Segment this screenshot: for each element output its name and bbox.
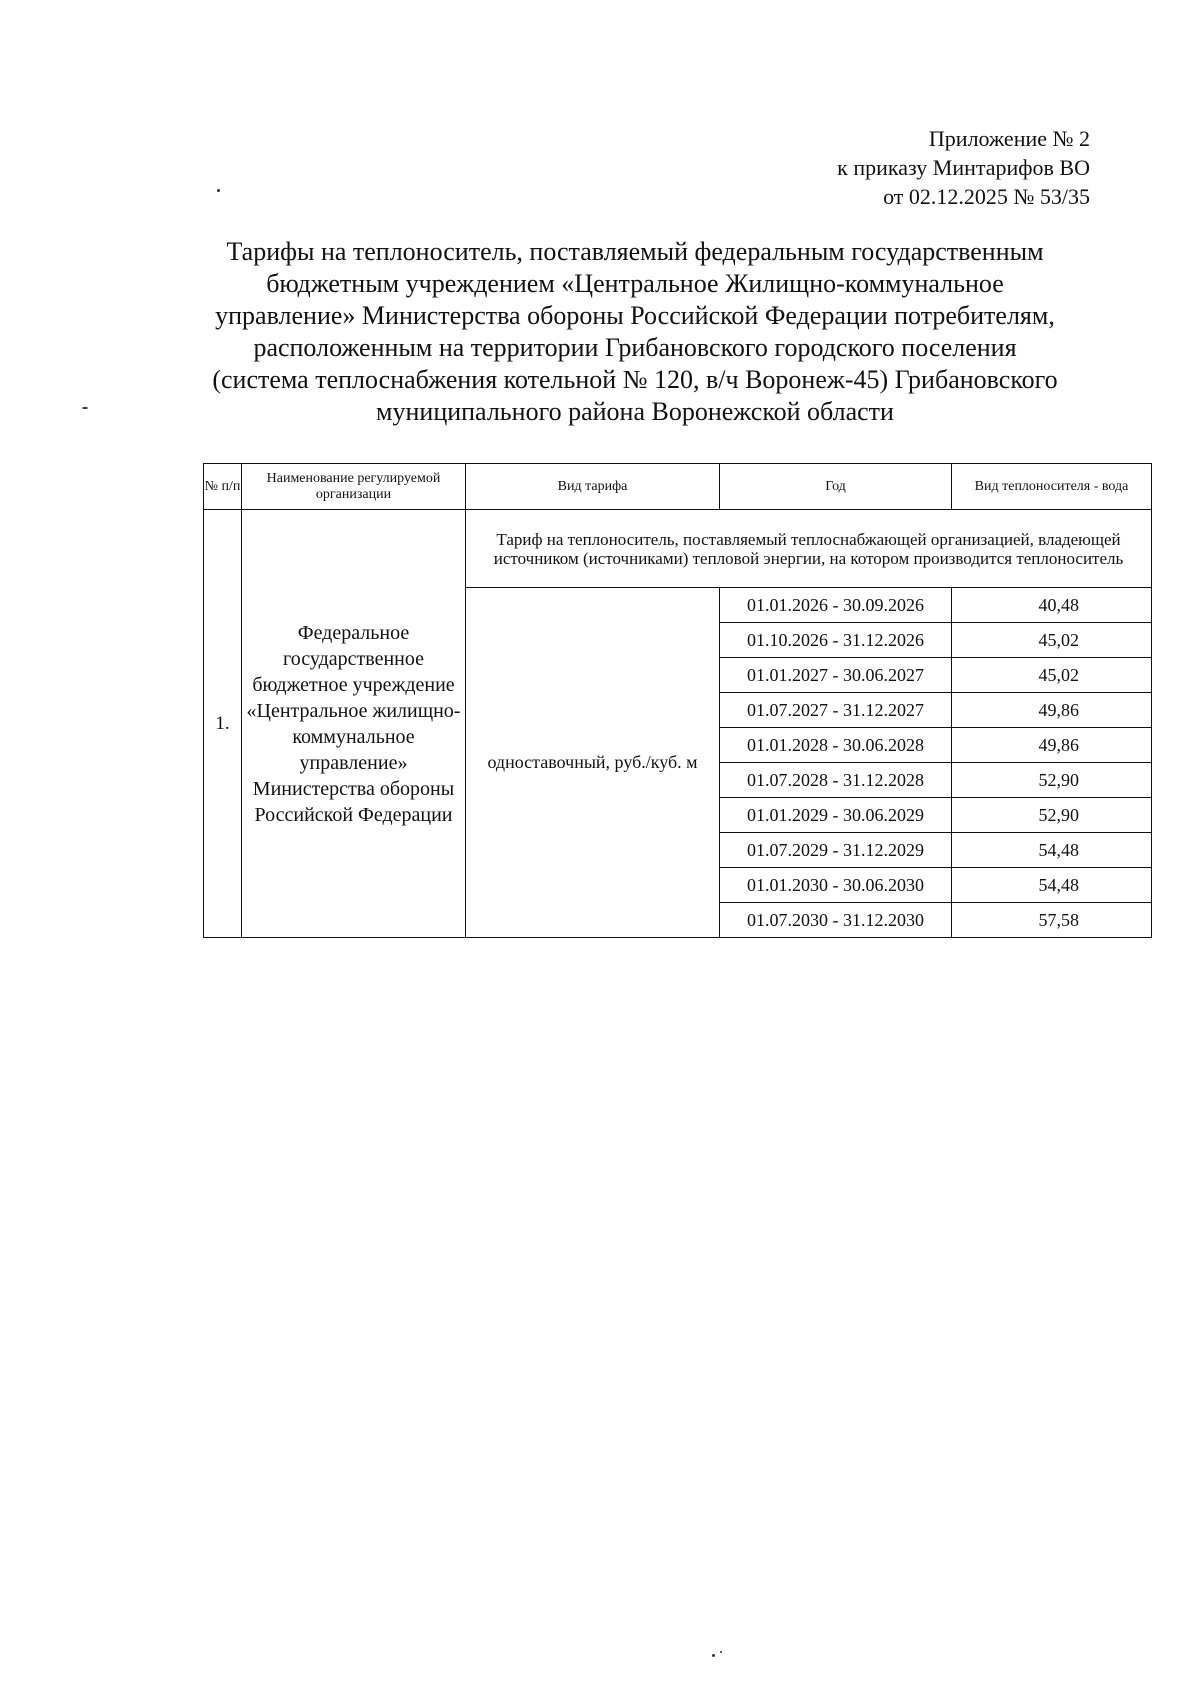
appendix-reference: [837, 124, 1090, 211]
column-header-year: Год: [720, 464, 952, 510]
tariff-value: 40,48: [952, 588, 1152, 623]
period-cell: 01.01.2030 - 30.06.2030: [720, 868, 952, 903]
title-line: муниципального района Воронежской области: [376, 397, 894, 426]
period-cell: 01.01.2029 - 30.06.2029: [720, 798, 952, 833]
period-cell: 01.01.2026 - 30.09.2026: [720, 588, 952, 623]
tariff-value: 54,48: [952, 868, 1152, 903]
title-line: управление» Министерства обороны Российской Федерации потребителям,: [215, 301, 1055, 330]
row-number: 1.: [204, 510, 242, 938]
period-cell: 01.01.2027 - 30.06.2027: [720, 658, 952, 693]
tariff-type: одноставочный, руб./куб. м: [466, 588, 720, 938]
period-cell: 01.07.2027 - 31.12.2027: [720, 693, 952, 728]
scan-speck: [712, 1654, 715, 1657]
column-header-organization: Наименование регулируемой организации: [242, 464, 466, 510]
period-cell: 01.10.2026 - 31.12.2026: [720, 623, 952, 658]
scan-speck: [720, 1651, 722, 1653]
tariff-value: 49,86: [952, 728, 1152, 763]
table-row: [204, 510, 1152, 588]
period-cell: 01.07.2029 - 31.12.2029: [720, 833, 952, 868]
scan-speck: [217, 189, 220, 192]
tariff-value: 54,48: [952, 833, 1152, 868]
tariff-value: 45,02: [952, 658, 1152, 693]
period-cell: 01.07.2028 - 31.12.2028: [720, 763, 952, 798]
period-cell: 01.01.2028 - 30.06.2028: [720, 728, 952, 763]
tariff-value: 52,90: [952, 798, 1152, 833]
tariff-subheader: Тариф на теплоноситель, поставляемый теплоснабжающей организацией, владеющей источником (источниками) тепловой энергии, на котором производится теплоноситель: [466, 510, 1152, 588]
organization-name: Федеральное государственное бюджетное учреждение «Центральное жилищно-коммунальное управление» Министерства обороны Российской Федерации: [242, 510, 466, 938]
title-line: бюджетным учреждением «Центральное Жилищно-коммунальное: [266, 269, 1004, 298]
column-header-number: № п/п: [204, 464, 242, 510]
column-header-tariff-type: Вид тарифа: [466, 464, 720, 510]
scan-speck: [82, 407, 88, 409]
tariff-value: 49,86: [952, 693, 1152, 728]
tariff-value: 45,02: [952, 623, 1152, 658]
table-header-row: [204, 464, 1152, 510]
title-line: (система теплоснабжения котельной № 120, в/ч Воронеж-45) Грибановского: [212, 365, 1058, 394]
period-cell: 01.07.2030 - 31.12.2030: [720, 903, 952, 938]
tariff-table: [203, 463, 1152, 938]
document-title: [150, 236, 1120, 428]
title-line: Тарифы на теплоноситель, поставляемый федеральным государственным: [226, 237, 1044, 266]
appendix-line: от 02.12.2025 № 53/35: [883, 184, 1090, 209]
appendix-line: к приказу Минтарифов ВО: [837, 155, 1090, 180]
appendix-line: Приложение № 2: [928, 126, 1090, 151]
tariff-value: 57,58: [952, 903, 1152, 938]
column-header-coolant: Вид теплоносителя - вода: [952, 464, 1152, 510]
tariff-value: 52,90: [952, 763, 1152, 798]
title-line: расположенным на территории Грибановского городского поселения: [253, 333, 1017, 362]
